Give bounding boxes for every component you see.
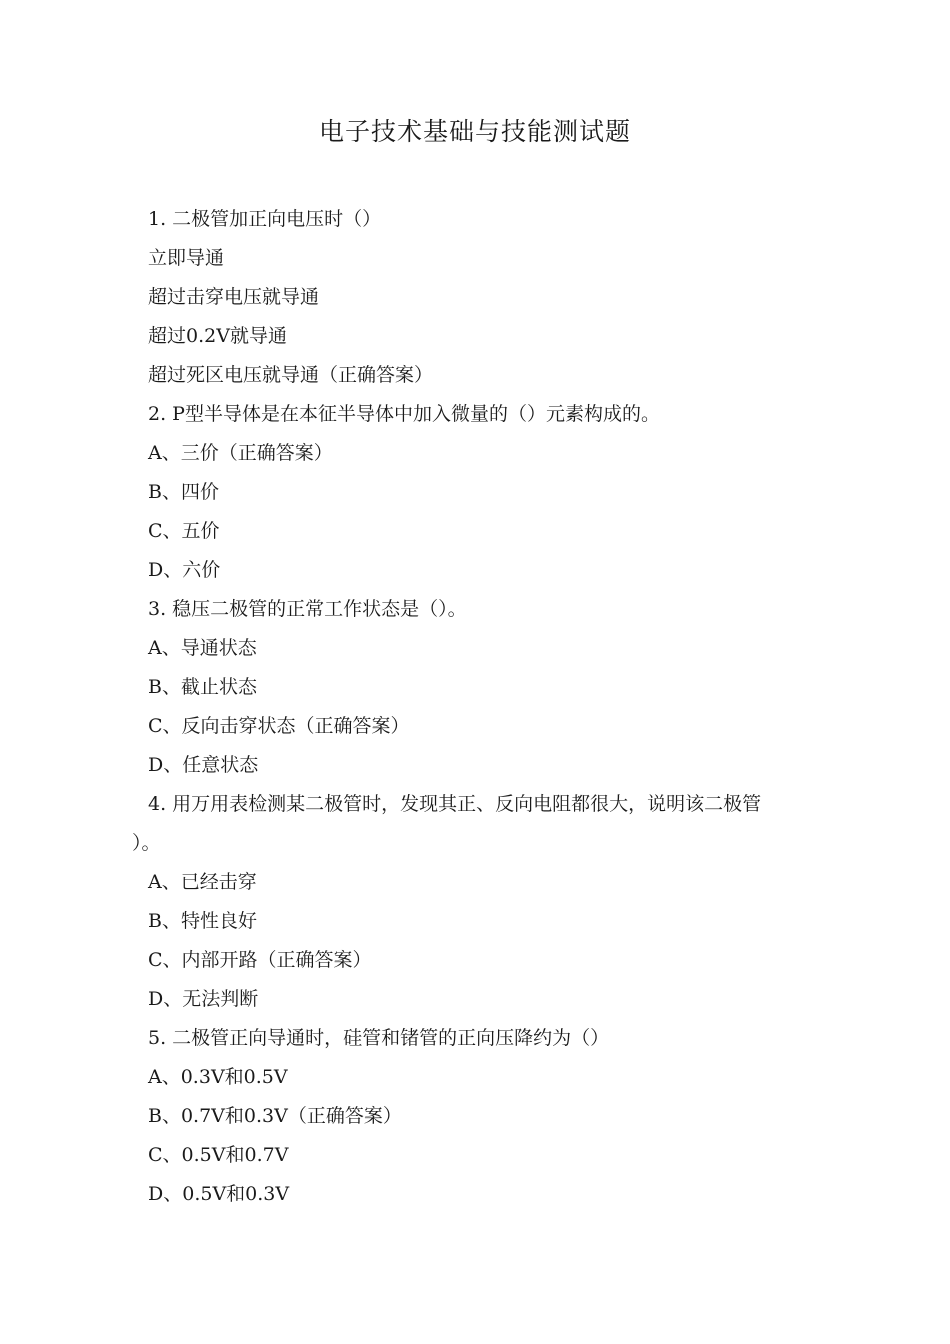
option-3c: C、反向击穿状态（正确答案） xyxy=(148,715,410,737)
option-4b: B、特性良好 xyxy=(148,910,257,932)
option-5d: D、0.5V和0.3V xyxy=(148,1183,290,1205)
option-3d: D、任意状态 xyxy=(148,754,259,776)
option-5a: A、0.3V和0.5V xyxy=(148,1066,288,1088)
option-3a: A、导通状态 xyxy=(148,637,257,659)
option-2c: C、五价 xyxy=(148,520,220,542)
option-5c: C、0.5V和0.7V xyxy=(148,1144,289,1166)
option-1a: 立即导通 xyxy=(148,247,225,269)
option-1d: 超过死区电压就导通（正确答案） xyxy=(148,364,434,386)
option-5b: B、0.7V和0.3V（正确答案） xyxy=(148,1105,402,1127)
question-stem-5: 5. 二极管正向导通时，硅管和锗管的正向压降约为（） xyxy=(148,1027,610,1049)
option-4c: C、内部开路（正确答案） xyxy=(148,949,372,971)
option-2d: D、六价 xyxy=(148,559,221,581)
page-title: 电子技术基础与技能测试题 xyxy=(318,117,631,146)
question-stem-1: 1. 二极管加正向电压时（） xyxy=(148,208,382,230)
option-4a: A、已经击穿 xyxy=(148,871,257,893)
option-2b: B、四价 xyxy=(148,481,219,503)
question-list xyxy=(132,200,828,1214)
option-2a: A、三价（正确答案） xyxy=(148,442,333,464)
question-stem-3: 3. 稳压二极管的正常工作状态是（）。 xyxy=(148,598,467,620)
option-1b: 超过击穿电压就导通 xyxy=(148,286,320,308)
question-stem-2: 2. P型半导体是在本征半导体中加入微量的（）元素构成的。 xyxy=(148,403,660,425)
option-1c: 超过0.2V就导通 xyxy=(148,325,287,347)
option-3b: B、截止状态 xyxy=(148,676,257,698)
option-4d: D、无法判断 xyxy=(148,988,259,1010)
question-stem-4-continued: ）。 xyxy=(132,832,161,854)
question-stem-4: 4. 用万用表检测某二极管时，发现其正、反向电阻都很大，说明该二极管 xyxy=(148,793,762,815)
